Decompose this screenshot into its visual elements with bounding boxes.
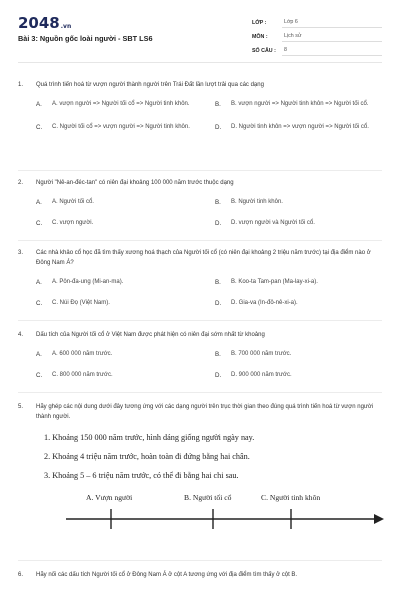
question-2: [18, 178, 382, 228]
question-stem: [18, 80, 382, 90]
question-divider: [18, 240, 382, 241]
meta-value: Lớp 6: [282, 19, 382, 28]
question-text: Hãy ghép các nội dung dưới đây tương ứng với các dạng người trên trục thời gian theo đúng quá trình tiến hoá từ vượn người thành người.: [36, 404, 374, 420]
option-a[interactable]: [36, 100, 203, 109]
option-text: B. vượn người => Người tinh khôn => Người tối cổ.: [231, 101, 369, 107]
question-4: [18, 330, 382, 380]
meta-value: 8: [282, 47, 382, 56]
option-text: B. Người tinh khôn.: [231, 199, 283, 205]
option-letter: D.: [215, 372, 222, 379]
option-letter: A.: [36, 101, 42, 108]
question-number: 6.: [18, 572, 24, 578]
question-text: Hãy nối các dấu tích Người tối cổ ở Đông Nam Á ở cột A tương ứng với địa điểm tìm thấy ở cột B.: [36, 572, 298, 578]
option-letter: C.: [36, 124, 43, 131]
option-c[interactable]: [36, 299, 203, 308]
option-letter: D.: [215, 124, 222, 131]
option-text: A. Pôn-đa-ung (Mi-an-ma).: [52, 279, 124, 285]
option-text: D. 900 000 năm trước.: [231, 372, 292, 378]
question-number: 1.: [18, 82, 24, 88]
option-a[interactable]: [36, 198, 203, 207]
option-text: B. 700 000 năm trước.: [231, 351, 292, 357]
question-text: Người "Nê-an-đéc-tan" có niên đại khoảng 100 000 năm trước thuộc dạng: [36, 180, 234, 186]
logo-text: 2048: [18, 14, 60, 32]
question-1: [18, 80, 382, 132]
option-text: D. Gia-va (In-đô-nê-xi-a).: [231, 300, 298, 306]
timeline-arrow: [374, 514, 384, 524]
header-divider: [18, 62, 382, 63]
option-letter: C.: [36, 372, 43, 379]
option-text: C. Người tối cổ => vượn người => Người tinh khôn.: [52, 124, 190, 130]
option-text: A. vượn người => Người tối cổ => Người tinh khôn.: [52, 101, 190, 107]
question-stem: [18, 178, 382, 188]
option-text: C. vượn người.: [52, 220, 94, 226]
option-c[interactable]: [36, 123, 203, 132]
option-d[interactable]: [215, 219, 382, 228]
timeline-axis: [36, 493, 386, 535]
meta-value: Lịch sử: [282, 33, 382, 42]
meta-row-subject: [252, 28, 382, 42]
question-text: Các nhà khảo cổ học đã tìm thấy xương hoá thạch của Người tối cổ (có niên đại khoảng 2 triệu năm trước) tại địa điểm nào ở Đông Nam Á?: [36, 250, 371, 266]
timeline: [36, 493, 386, 535]
question-text: Dấu tích của Người tối cổ ở Việt Nam được phát hiện có niên đại sớm nhất từ khoảng: [36, 332, 265, 338]
question-number: 3.: [18, 250, 24, 256]
option-b[interactable]: [215, 100, 382, 109]
question-divider: [18, 392, 382, 393]
question-number: 4.: [18, 332, 24, 338]
option-b[interactable]: [215, 350, 382, 359]
option-letter: C.: [36, 300, 43, 307]
meta-label: SỐ CÂU :: [252, 48, 276, 54]
timeline-label-b: B. Người tối cổ: [184, 493, 232, 502]
timeline-label-a: A. Vượn người: [86, 493, 133, 502]
timeline-label-c: C. Người tinh khôn: [261, 493, 321, 502]
question-divider: [18, 170, 382, 171]
question-divider: [18, 560, 382, 561]
options: [36, 278, 382, 308]
question-number: 5.: [18, 404, 24, 410]
option-letter: C.: [36, 220, 43, 227]
option-letter: B.: [215, 351, 221, 358]
question-stem: [18, 570, 382, 580]
option-b[interactable]: [215, 278, 382, 287]
match-items: [44, 428, 382, 485]
option-text: C. Núi Đọ (Việt Nam).: [52, 300, 110, 306]
option-text: B. Koo-ta Tam-pan (Ma-lay-xi-a).: [231, 279, 318, 285]
logo-suffix: .vn: [60, 23, 72, 30]
option-d[interactable]: [215, 371, 382, 380]
option-letter: B.: [215, 279, 221, 286]
option-a[interactable]: [36, 350, 203, 359]
options: [36, 100, 382, 132]
question-stem: [18, 248, 382, 268]
meta-label: LỚP :: [252, 20, 267, 26]
question-6: [18, 570, 382, 580]
option-c[interactable]: [36, 371, 203, 380]
meta-box: [252, 14, 382, 56]
document-title: Bài 3: Nguồn gốc loài người - SBT LS6: [18, 34, 153, 43]
options: [36, 198, 382, 228]
option-letter: A.: [36, 279, 42, 286]
option-text: D. Người tinh khôn => vượn người => Người tối cổ.: [231, 124, 369, 130]
match-item: 3. Khoảng 5 – 6 triệu năm trước, có thể đi bằng hai chi sau.: [44, 471, 239, 480]
meta-label: MÔN :: [252, 34, 268, 40]
option-letter: D.: [215, 300, 222, 307]
question-5: [18, 402, 382, 535]
option-letter: D.: [215, 220, 222, 227]
match-item: 1. Khoảng 150 000 năm trước, hình dáng giống người ngày nay.: [44, 433, 255, 442]
option-letter: B.: [215, 101, 221, 108]
option-c[interactable]: [36, 219, 203, 228]
option-text: D. vượn người và Người tối cổ.: [231, 220, 315, 226]
meta-row-count: [252, 42, 382, 56]
question-3: [18, 248, 382, 308]
question-stem: [18, 330, 382, 340]
meta-row-class: [252, 14, 382, 28]
option-text: A. Người tối cổ.: [52, 199, 94, 205]
site-logo[interactable]: [18, 14, 71, 32]
option-d[interactable]: [215, 299, 382, 308]
question-number: 2.: [18, 180, 24, 186]
options: [36, 350, 382, 380]
match-item: 2. Khoảng 4 triệu năm trước, hoàn toàn đi đứng bằng hai chân.: [44, 452, 250, 461]
question-stem: [18, 402, 382, 422]
question-divider: [18, 320, 382, 321]
option-letter: A.: [36, 351, 42, 358]
question-text: Quá trình tiến hoá từ vượn người thành người trên Trái Đất lần lượt trải qua các dạng: [36, 82, 264, 88]
option-letter: B.: [215, 199, 221, 206]
option-b[interactable]: [215, 198, 382, 207]
option-a[interactable]: [36, 278, 203, 287]
option-letter: A.: [36, 199, 42, 206]
option-text: A. 600 000 năm trước.: [52, 351, 113, 357]
option-d[interactable]: [215, 123, 382, 132]
option-text: C. 800 000 năm trước.: [52, 372, 113, 378]
